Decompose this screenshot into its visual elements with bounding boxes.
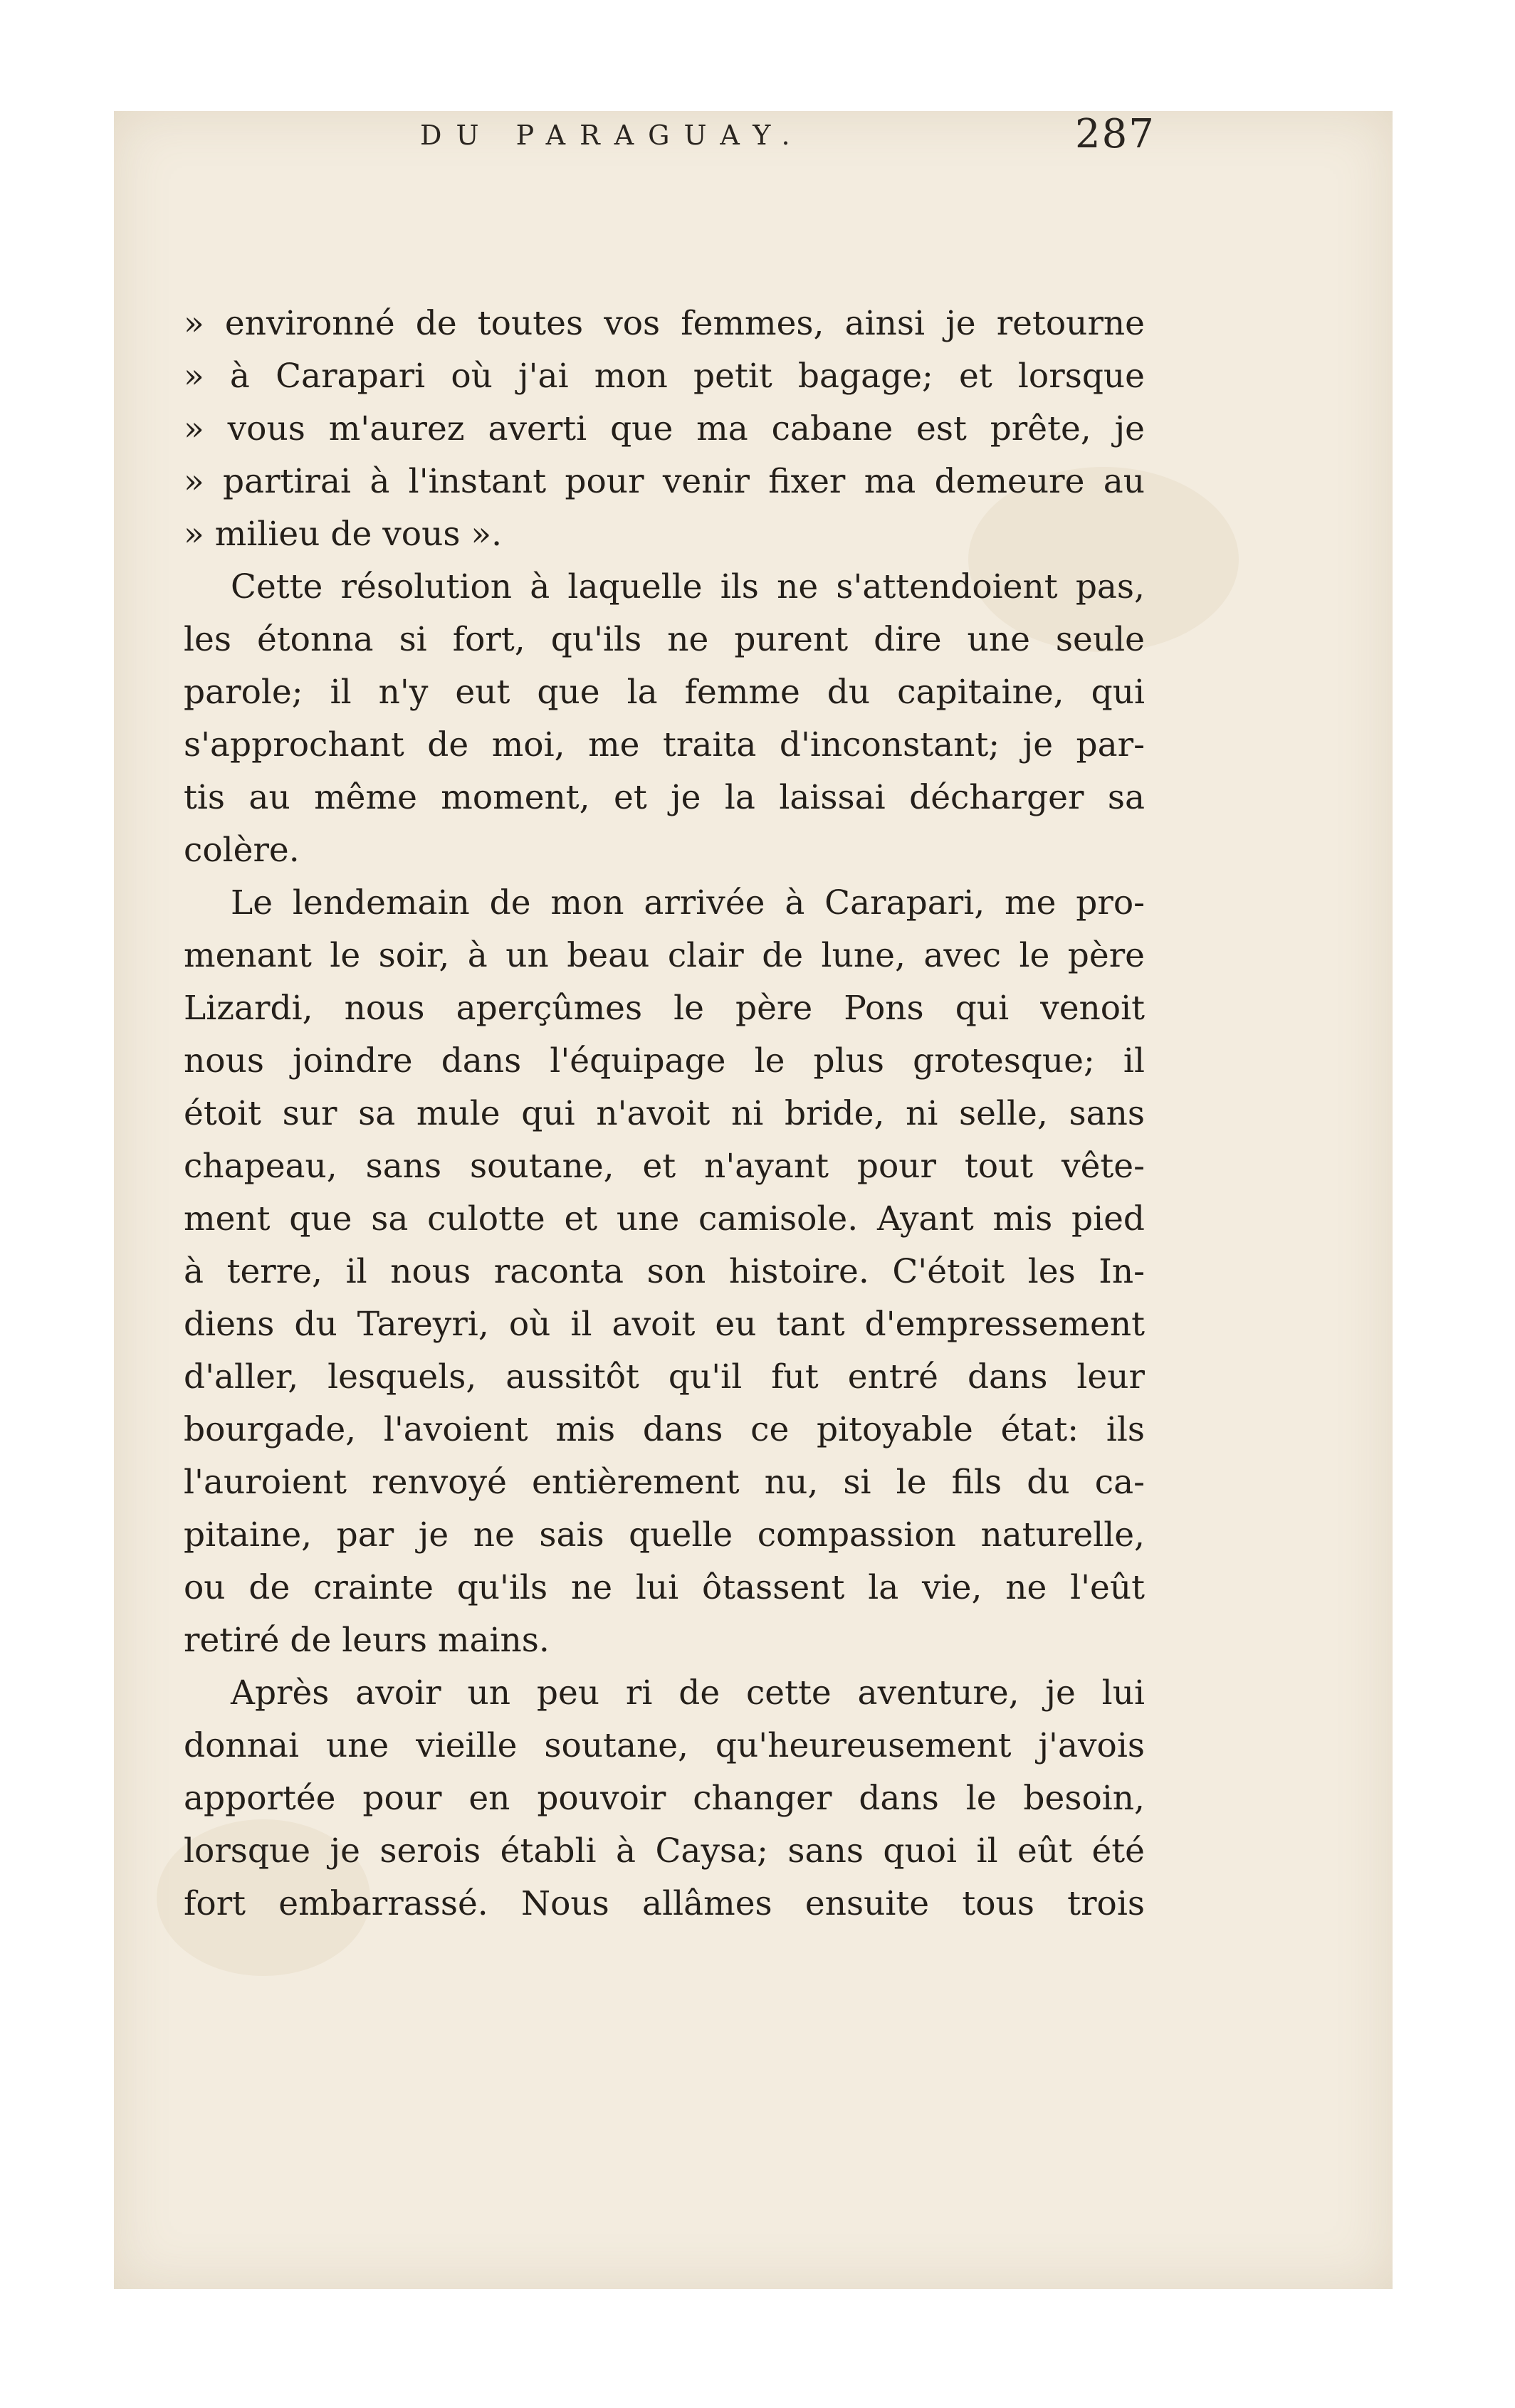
text-line: apportée pour en pouvoir changer dans le besoin, (184, 1779, 1145, 1818)
text-line: nous joindre dans l'équipage le plus grotesque; il (184, 1041, 1145, 1081)
text-line: Après avoir un peu ri de cette aventure, je lui (231, 1673, 1145, 1713)
text-line: s'approchant de moi, me traita d'inconstant; je par- (184, 725, 1145, 764)
text-line: bourgade, l'avoient mis dans ce pitoyable état: ils (184, 1410, 1145, 1449)
text-line: pitaine, par je ne sais quelle compassion naturelle, (184, 1515, 1145, 1555)
text-line: donnai une vieille soutane, qu'heureusement j'avois (184, 1726, 1145, 1765)
text-line: les étonna si fort, qu'ils ne purent dire une seule (184, 620, 1145, 659)
text-line: chapeau, sans soutane, et n'ayant pour tout vête- (184, 1147, 1145, 1186)
text-line: diens du Tareyri, où il avoit eu tant d'empressement (184, 1305, 1145, 1344)
text-line: lorsque je serois établi à Caysa; sans quoi il eût été (184, 1831, 1145, 1871)
text-line: Cette résolution à laquelle ils ne s'attendoient pas, (231, 567, 1145, 606)
text-line: à terre, il nous raconta son histoire. C'étoit les In- (184, 1252, 1145, 1291)
text-line: » partirai à l'instant pour venir fixer ma demeure au (184, 462, 1145, 501)
body-text (184, 298, 1145, 1930)
text-line: menant le soir, à un beau clair de lune, avec le père (184, 936, 1145, 975)
text-line: parole; il n'y eut que la femme du capitaine, qui (184, 673, 1145, 712)
text-line: » environné de toutes vos femmes, ainsi je retourne (184, 304, 1145, 343)
page-number: 287 (1075, 111, 1155, 157)
text-line: tis au même moment, et je la laissai décharger sa (184, 778, 1145, 817)
page-header (299, 111, 1153, 168)
text-line: Lizardi, nous aperçûmes le père Pons qui venoit (184, 989, 1145, 1028)
text-line: d'aller, lesquels, aussitôt qu'il fut entré dans leur (184, 1357, 1145, 1397)
text-line: l'auroient renvoyé entièrement nu, si le fils du ca- (184, 1463, 1145, 1502)
text-line: fort embarrassé. Nous allâmes ensuite tous trois (184, 1884, 1145, 1923)
text-line: » à Carapari où j'ai mon petit bagage; et lorsque (184, 357, 1145, 396)
text-line: Le lendemain de mon arrivée à Carapari, me pro- (231, 883, 1145, 922)
text-line: colère. (184, 831, 300, 870)
text-line: » vous m'aurez averti que ma cabane est prête, je (184, 409, 1145, 448)
running-title: DU PARAGUAY. (420, 120, 804, 151)
text-line: retiré de leurs mains. (184, 1621, 550, 1660)
text-line: étoit sur sa mule qui n'avoit ni bride, ni selle, sans (184, 1094, 1145, 1133)
text-line: » milieu de vous ». (184, 515, 503, 554)
text-line: ment que sa culotte et une camisole. Ayant mis pied (184, 1199, 1145, 1239)
text-line: ou de crainte qu'ils ne lui ôtassent la vie, ne l'eût (184, 1568, 1145, 1607)
